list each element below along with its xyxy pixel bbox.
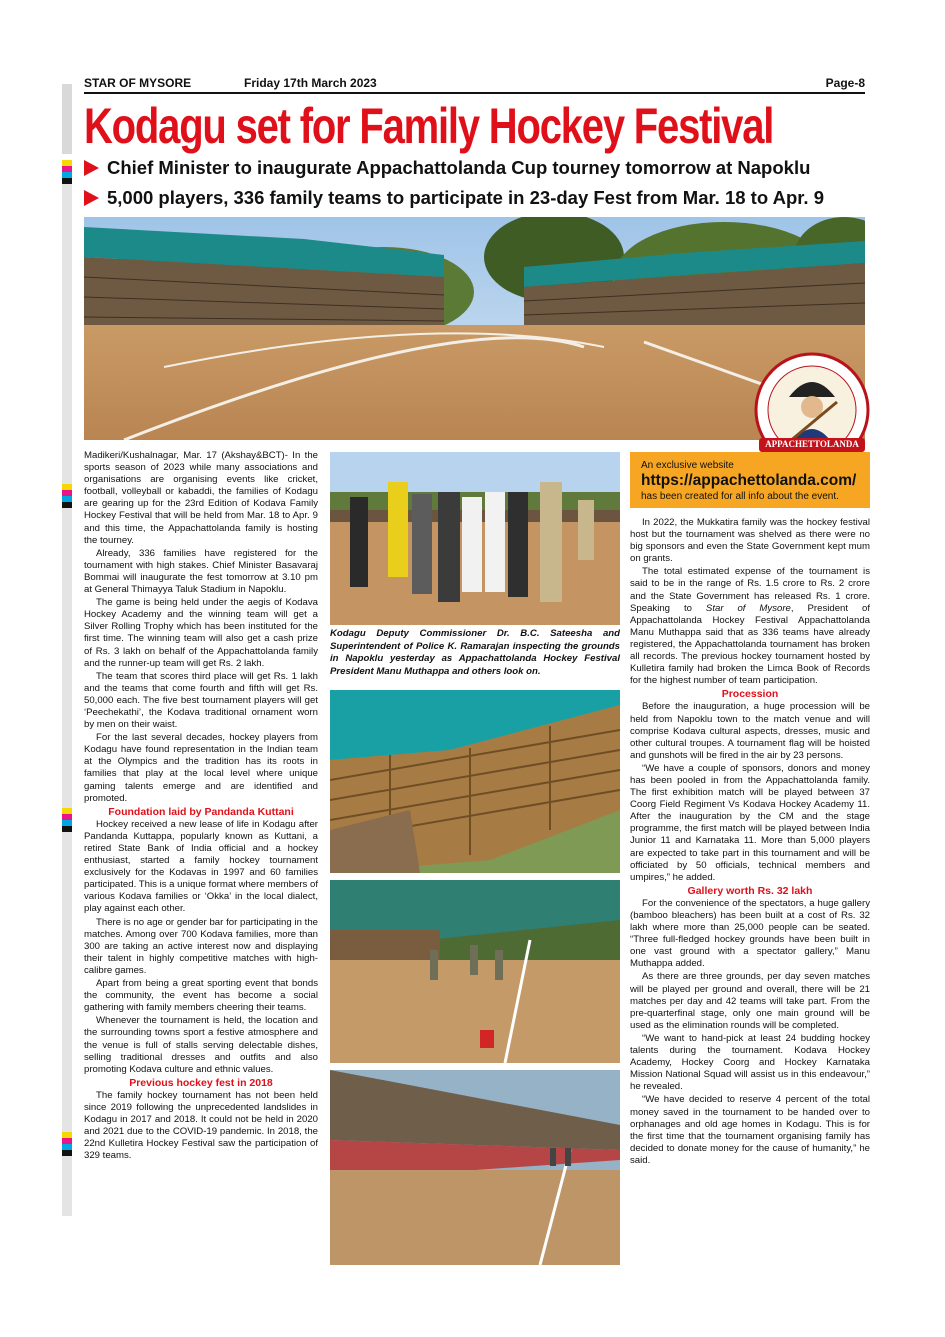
paragraph: As there are three grounds, per day seven matches will be played per ground and overall, there will be 21 matches per day and 42 teams will take part. From the pre-quarterfinal stage, only one main ground will be used as the elimination rounds will be completed. [630, 971, 870, 1031]
deck-2 [84, 187, 824, 209]
paragraph: The family hockey tournament has not been held since 2019 following the unprecedented landslides in Kodagu in 2017 and 2018. It could not be held in 2020 and 2021 due to the COVID-19 pandemic. In 2018, the 22nd Kulletira Hockey Festival saw the participation of 329 teams. [84, 1089, 318, 1162]
paragraph: For the last several decades, hockey players from Kodagu have found representation in the Indian team at the Olympics and the tradition has its roots in families that play at the local level where unique gaming talents emerge and are identified and promoted. [84, 732, 318, 804]
article-column-1 [84, 450, 318, 1163]
paragraph: Hockey received a new lease of life in Kodagu after Pandanda Kuttappa, popularly known as Kuttani, a retired State Bank of India official and a hockey enthusiast, started a family hockey tournament exclusively for the Kodavas in 1997 and 60 families participated. This is a unique format where members of various Kodava families or ‘Okka’ in the local dialect, play against each other. [84, 818, 318, 915]
deck-2-text: 5,000 players, 336 family teams to participate in 23-day Fest from Mar. 18 to Apr. 9 [107, 187, 825, 208]
website-info-box [630, 452, 870, 508]
main-photo-hockey-ground [84, 217, 865, 440]
website-box-line-3: has been created for all info about the event. [641, 491, 839, 502]
publication-name: STAR OF MYSORE [84, 76, 192, 90]
paragraph [630, 566, 870, 687]
photo-officials-inspecting [330, 452, 620, 625]
photo-bleachers [330, 690, 620, 873]
photo-stands-and-pitch [330, 1070, 620, 1265]
deck-1 [84, 157, 810, 179]
paragraph: Whenever the tournament is held, the location and the surrounding towns sport a festive atmosphere and the venue is full of stalls serving delectable dishes, selling traditional dresses and outfits and also promoting Kodava culture and ethnic values. [84, 1015, 318, 1075]
subheading-previous-fest: Previous hockey fest in 2018 [129, 1076, 273, 1089]
paragraph: There is no age or gender bar for participating in the matches. Among over 700 Kodava families, more than 300 are taking an active interest now and displaying their talent in highly competitive matches with high-calibre games. [84, 916, 318, 976]
paragraph: Before the inauguration, a huge procession will be held from Napoklu town to the match venue and will comprise Kodava cultural aspects, dresses, music and other cultural troupes. A tournament flag will be hoisted and gunshots will be fired in the air by 23 persons. [630, 701, 870, 761]
logo-banner-text: APPACHETTOLANDA [765, 439, 859, 449]
subheading-procession: Procession [721, 688, 779, 701]
red-triangle-icon [84, 160, 99, 176]
website-url-link[interactable]: https://appachettolanda.com/ [641, 472, 857, 489]
red-triangle-icon [84, 190, 99, 206]
photo-players-ground [330, 880, 620, 1063]
print-registration-bar [62, 84, 72, 1274]
paragraph: In 2022, the Mukkatira family was the hockey festival host but the tournament was shelved as there were no big sponsors and even the State Government kept mum on grants. [630, 517, 870, 565]
paragraph: For the convenience of the spectators, a huge gallery (bamboo bleachers) has been built at a cost of Rs. 32 lakh where more than 25,000 people can be seated. “Three full-fledged hockey grounds have been built in one vast ground with a spectator gallery,” Manu Muthappa added. [630, 897, 870, 970]
paragraph-italic-part: Star of Mysore [705, 602, 791, 614]
paragraph: Madikeri/Kushalnagar, Mar. 17 (Akshay&BCT)- In the sports season of 2023 while many associations and organisations are organising events like cricket, football, volleyball or kabaddi, the families of Kodagu are gearing up for the 23rd Edition of Kodava Family Hockey Festival that will be held from Mar. 18 to Apr. 9 and this time, the Appachattolanda family is hosting the tourney. [84, 450, 318, 546]
issue-date: Friday 17th March 2023 [244, 76, 377, 90]
paragraph: “We have a couple of sponsors, donors and money has been pooled in from the Appachattolanda family. The first exhibition match will be played between 37 Coorg Field Regiment Vs Kodava Hockey Academy 11. After the inauguration by the CM and the stage programme, the first match will be played between India Junior 11 and Karnataka 11. More than 5,000 players are expected to take part in this tournament and will be officiated by 50 officials, technical members and umpires,” he added. [630, 762, 870, 883]
website-box-line-1: An exclusive website [641, 460, 734, 471]
page-number: Page-8 [825, 76, 865, 90]
article-column-3 [630, 517, 870, 1168]
masthead [84, 76, 865, 92]
paragraph: “We have decided to reserve 4 percent of the total money saved in the tournament to be handed over to orphanages and old age homes in Kodagu. This is for the first time that the tournament organising family has decided to donate money for the cause of humanity,” he said. [630, 1094, 870, 1166]
headline: Kodagu set for Family Hockey Festival [84, 98, 774, 154]
paragraph-part: The total estimated expense of the tournament is said to be in the range of Rs. 1.5 crore to Rs. 2 crore and the State Government has released Rs. 1 crore. Speaking to [630, 566, 870, 614]
subheading-gallery: Gallery worth Rs. 32 lakh [687, 884, 813, 897]
paragraph: Apart from being a great sporting event that bonds the community, the event has become a social gathering with family members cheering their teams. [84, 978, 318, 1014]
paragraph: The team that scores third place will get Rs. 1 lakh and the teams that come fourth and fifth will get Rs. 50,000 each. The five best tournament players will get ‘Peechekathi’, the Kodava traditional ornament worn by men on their waist. [84, 670, 318, 731]
paragraph-part: , President of Appachattolanda Hockey Festival Appachattolanda Manu Muthappa said that as 336 teams have already registered, the Appachattolanda tournament has broken all records. The previous hockey tournament hosted by Kulletira family had broken the Limca Book of Records for the highest number of team participation. [630, 602, 870, 687]
paragraph: The game is being held under the aegis of Kodava Hockey Academy and the winning team will get a Silver Rolling Trophy which has been instituted for the first time. The winning team will also get a cash prize of Rs. 3 lakh on behalf of the Appachattolanda family and the runner-up team will get Rs. 2 lakh. [84, 597, 318, 669]
masthead-rule [84, 92, 865, 94]
subheading-foundation: Foundation laid by Pandanda Kuttani [108, 805, 294, 818]
deck-1-text: Chief Minister to inaugurate Appachattolanda Cup tourney tomorrow at Napoklu [107, 157, 811, 178]
paragraph: “We want to hand-pick at least 24 budding hockey talents during the tournament. Kodava Hockey Academy, Hockey Coorg and Hockey Karnataka Mission National Squad will assist us in this endeavour,” he revealed. [630, 1032, 870, 1093]
photo-caption: Kodagu Deputy Commissioner Dr. B.C. Sateesha and Superintendent of Police K. Ramarajan inspecting the grounds in Napoklu yesterday as Appachattolanda Hockey Festival President Manu Muthappa and others look on. [330, 628, 620, 677]
paragraph: Already, 336 families have registered for the tournament with high stakes. Chief Minister Basavaraj Bommai will inaugurate the fest tomorrow at 3.10 pm at General Thimayya Taluk Stadium in Napoklu. [84, 547, 318, 596]
